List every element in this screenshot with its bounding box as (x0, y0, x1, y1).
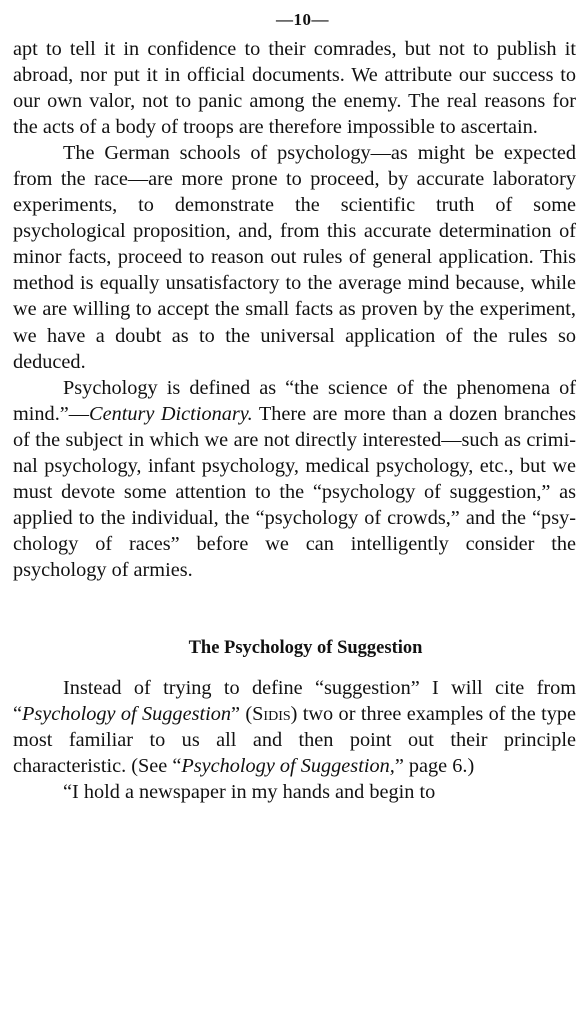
citation-century-dictionary: Century Dictionary. (89, 402, 253, 425)
author-sidis: Sidis (252, 703, 291, 726)
intro-text-1: Instead of trying to define “suggestion” I will cite from “ (13, 676, 576, 726)
definition-text-start: Psychology is defined as “the science of the phenomena of mind.”— (13, 376, 576, 425)
definition-text-end: There are more than a dozen branches of the subject in which we are not directly interested—such as criminal psychology, infant psychology, medical psychology, etc., but we must devote some attention to the “psychology of suggestion,” as applied to the individual, the “psychology of crowds,” and the “psychology of races” before we can intelligently consider the psychology of armies. (13, 402, 577, 581)
paragraph-german-schools: The German schools of psychology—as might be expected from the race—are more prone to proceed, by accurate laboratory experiments, to demonstrate the scientific truth of some psychological proposition, and, from this accurate determination of minor facts, proceed to reason out rules of general application. This method is equally unsatisfactory to the average mind because, while we are willing to accept the small facts as proven by the experiment, we have a doubt as to the universal application of the rules so deduced. (13, 142, 576, 373)
citation-psychology-of-suggestion-2: Psychology of Suggestion, (181, 755, 395, 778)
paragraph-newspaper-quote: “I hold a newspaper in my hands and begin to (63, 781, 436, 804)
section-heading: The Psychology of Suggestion (188, 637, 423, 658)
citation-psychology-of-suggestion: Psychology of Suggestion (22, 703, 232, 726)
paragraph-psychology-definition (13, 375, 576, 583)
book-page (13, 6, 576, 805)
paragraph-troops-reasons: apt to tell it in confidence to their comrades, but not to publish it abroad, nor put it in official documents. We attribute our success to our own valor, not to panic among the enemy. The real reasons for the acts of a body of troops are therefore impossible to ascertain. (13, 38, 576, 139)
paragraph-suggestion-intro (13, 675, 576, 779)
page-number: —10— (276, 10, 329, 29)
intro-text-2: ” ( (231, 703, 253, 726)
intro-text-3: ) two or three examples of the type most familiar to us all and then point out their principle characteristic. (See “ (13, 703, 576, 778)
intro-text-4: ” page 6.) (394, 755, 475, 778)
